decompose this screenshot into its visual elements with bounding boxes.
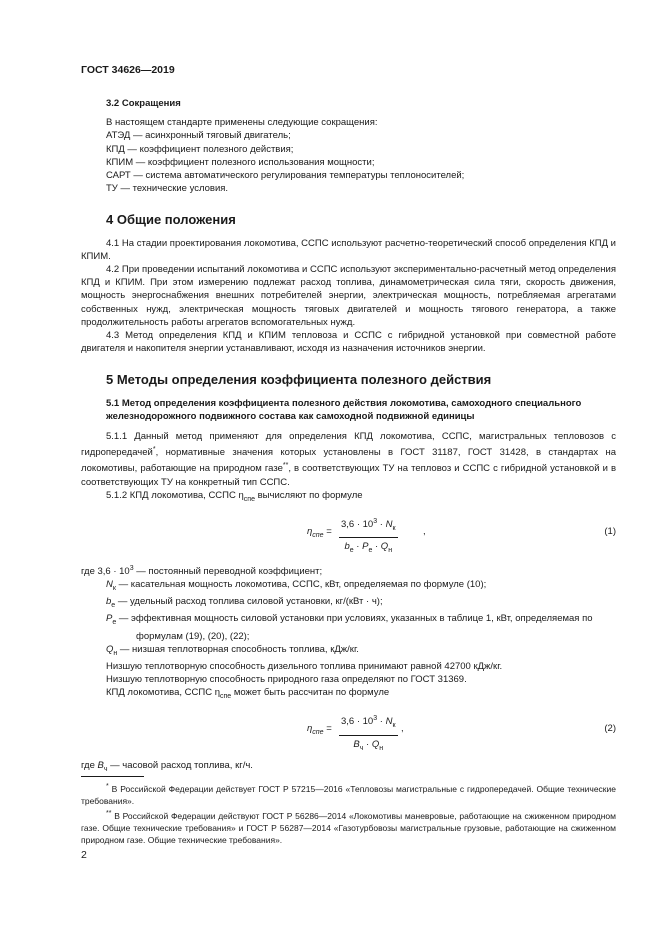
- section-4-title: 4 Общие положения: [106, 212, 236, 228]
- abbreviation-item: АТЭД — асинхронный тяговый двигатель;: [106, 130, 291, 142]
- footnote-ref-1: *: [152, 445, 156, 453]
- footnotes: [81, 776, 616, 847]
- note-gas: Низшую теплотворную способность природного газа определяют по ГОСТ 31369.: [106, 674, 467, 686]
- footnote-1: * В Российской Федерации действует ГОСТ Р 57215—2016 «Тепловозы магистральные с гидропередачей. Общие технические требования».: [81, 783, 616, 806]
- abbreviation-item: КПД — коэффициент полезного действия;: [106, 143, 294, 155]
- paragraph-5-1-1: 5.1.1 Данный метод применяют для определения КПД локомотива, ССПС, магистральных тепловозов с гидропередачей*, нормативные значения которых установлены в ГОСТ 31187, ГОСТ 31428, в стандартах на локомотивы, работающие на природном газе**, в соответствующих ТУ на тепловоз и ССПС с гибридной установкой и в соответствующих ТУ на конкретный тип ССПС.: [81, 430, 616, 488]
- formula-2-fraction: $3,6 \cdot 10^3 \cdot N_к$ $B_ч \cdot Q_н$: [339, 712, 398, 754]
- paragraph-5-1-2: 5.1.2 КПД локомотива, ССПС $\eta_{спе}$ вычисляют по формуле: [106, 489, 363, 503]
- paragraph-4-3: 4.3 Метод определения КПД и КПИМ тепловоза и ССПС с гибридной установкой при совместной работе двигателя и накопителя энергии устанавливают, исходя из назначения источников энергии.: [81, 330, 616, 355]
- definition-be: $b_е$ — удельный расход топлива силовой установки, кг/(кВт · ч);: [106, 596, 383, 610]
- footnote-ref-2: **: [282, 462, 289, 470]
- abbreviation-item: ТУ — технические условия.: [106, 183, 229, 195]
- formula-2-lhs: $\eta_{спе}$ =: [307, 723, 332, 737]
- formula-1-definitions: [81, 562, 616, 703]
- formula-1-label: (1): [604, 525, 616, 537]
- section-3-2-title: 3.2 Сокращения: [106, 98, 181, 109]
- section-5-title: 5 Методы определения коэффициента полезного действия: [106, 372, 492, 388]
- definition-bch: где $B_ч$ — часовой расход топлива, кг/ч.: [81, 760, 253, 774]
- formula-1-lhs: $\eta_{спе}$ =: [307, 525, 332, 539]
- formula-1-fraction: $3,6 \cdot 10^3 \cdot N_к$ $b_е \cdot P_е \cdot Q_н$: [339, 515, 398, 557]
- formula-2: $\eta_{спе}$ = $3,6 \cdot 10^3 \cdot N_к$ $B_ч \cdot Q_н$ , (2): [81, 709, 616, 753]
- definition-constant: где $3,6 \cdot 10^3$ — постоянный переводной коэффициент;: [81, 564, 323, 578]
- footnote-divider: [81, 776, 144, 777]
- paragraph-4-2: 4.2 При проведении испытаний локомотива и ССПС используют экспериментально-расчетный метод определения КПД и КПИМ. При этом измерению подлежат расход топлива, динамометрическая сила тяги, скорость движения, мощность энергоснабжения внешних потребителей энергии, электрическая мощность, потребляемая агрегатами собственных нужд, электрическая мощность тяговых двигателей и мощность тягового генератора, а также продолжительность работы агрегатов вспомогательных нужд.: [81, 264, 616, 328]
- section-5-1-title: 5.1 Метод определения коэффициента полезного действия локомотива, самоходного специального железнодорожного подвижного состава как самоходной подвижной единицы: [106, 397, 582, 423]
- definition-nk: $N_к$ — касательная мощность локомотива, ССПС, кВт, определяемая по формуле (10);: [106, 579, 487, 593]
- formula-2-label: (2): [604, 723, 616, 735]
- footnote-2: ** В Российской Федерации действуют ГОСТ Р 56286—2014 «Локомотивы маневровые, работающие на сжиженном природном газе. Общие технические требования» и ГОСТ Р 56287—2014 «Газотурбовозы магистральные грузовые, работающие на сжиженном природном газе. Общие технические требования».: [81, 809, 616, 845]
- standard-header: ГОСТ 34626—2019: [81, 64, 175, 76]
- formula-1: $\eta_{спе}$ = $3,6 \cdot 10^3 \cdot N_к$ $b_е \cdot P_е \cdot Q_н$ , (1): [81, 512, 616, 556]
- definition-qn: $Q_н$ — низшая теплотворная способность топлива, кДж/кг.: [106, 643, 359, 657]
- definition-pe: $P_е$ — эффективная мощность силовой установки при условиях, указанных в таблице 1, кВт, определяемая по формулам (19), (20), (22);: [106, 613, 593, 642]
- abbreviations-intro: В настоящем стандарте применены следующие сокращения:: [106, 117, 378, 129]
- page-content: [81, 97, 616, 776]
- alternative-formula-intro: КПД локомотива, ССПС $\eta_{спе}$ может быть рассчитан по формуле: [106, 687, 390, 701]
- note-diesel: Низшую теплотворную способность дизельного топлива принимают равной 42700 кДж/кг.: [106, 660, 503, 672]
- abbreviation-item: САРТ — система автоматического регулирования температуры теплоносителей;: [106, 170, 465, 182]
- abbreviation-item: КПИМ — коэффициент полезного использования мощности;: [106, 156, 375, 168]
- page-number: 2: [81, 849, 87, 861]
- paragraph-4-1: 4.1 На стадии проектирования локомотива, ССПС используют расчетно-теоретический способ определения КПД и КПИМ.: [81, 237, 616, 262]
